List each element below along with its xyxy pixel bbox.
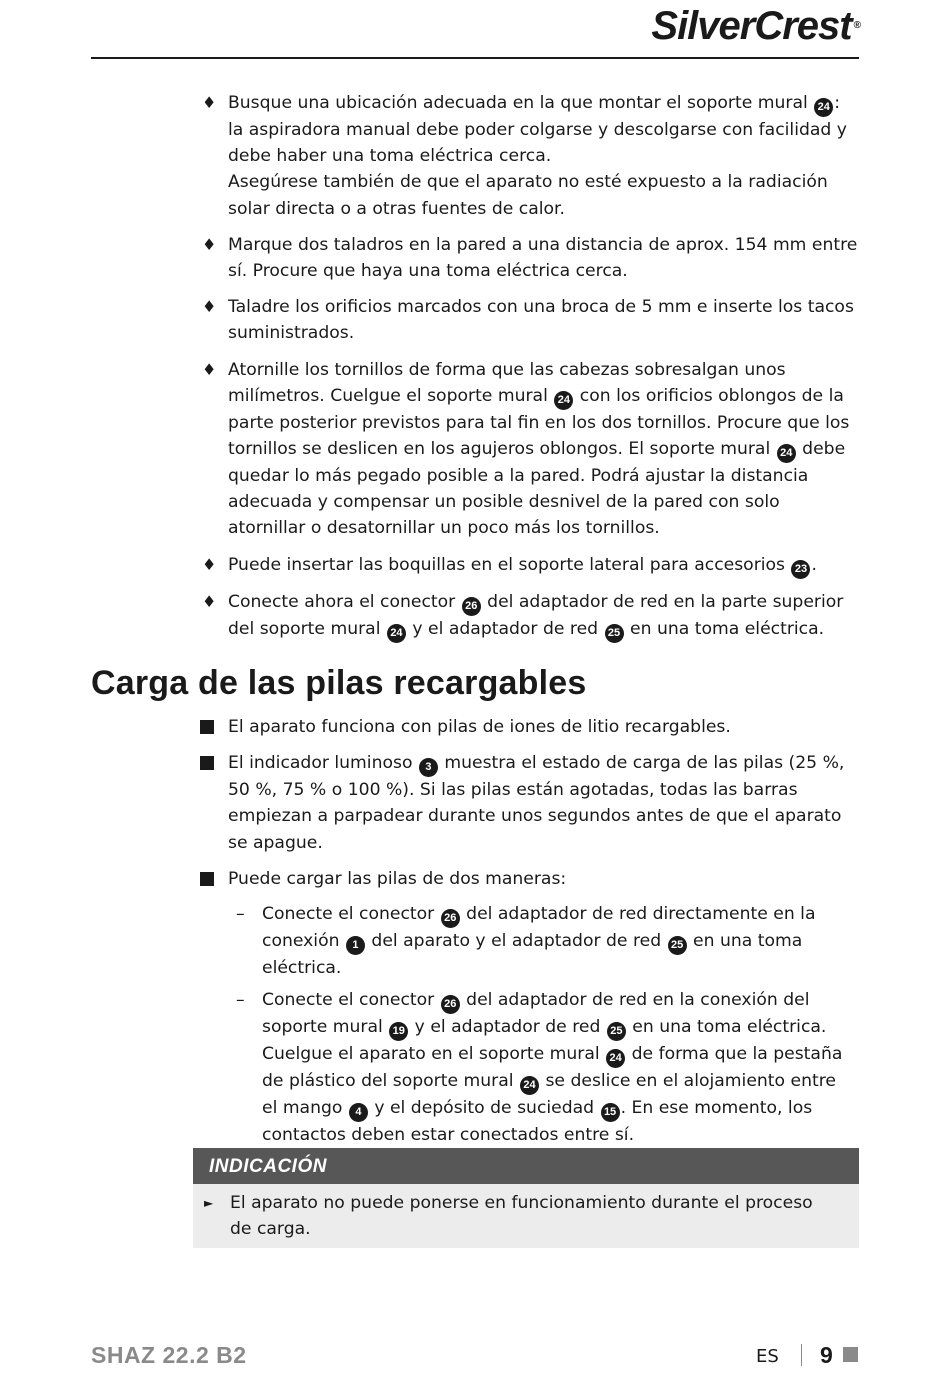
text-run: Puede insertar las boquillas en el soporte lateral para accesorios — [228, 554, 791, 575]
part-number-icon: 26 — [441, 995, 460, 1014]
diamond-bullet-icon: ♦ — [202, 359, 217, 379]
note-text: El aparato no puede ponerse en funcionamiento durante el proceso de carga. — [230, 1193, 813, 1240]
square-bullet-icon — [200, 872, 214, 886]
part-number-icon: 24 — [606, 1049, 625, 1068]
text-run: Busque una ubicación adecuada en la que montar el soporte mural — [228, 93, 814, 113]
note-box — [193, 1148, 859, 1248]
footer-separator — [801, 1344, 802, 1366]
text-run: . En ese momento, los contactos deben estar conectados entre sí. — [262, 1098, 813, 1146]
text-run: debe quedar lo más pegado posible a la pared. Podrá ajustar la distancia adecuada y compensar un posible desnivel de la pared con solo atornillar o desatornillar un poco más los tornillos. — [228, 439, 846, 539]
text-run: muestra el estado de carga de las pilas (25 %, 50 %, 75 % o 100 %). Si las pilas están agotadas, todas las barras empiezan a parpadear durante unos segundos antes de que el aparato se apague. — [228, 753, 845, 853]
charging-info-list — [200, 714, 860, 902]
text-run: de forma que la pestaña de plástico del soporte mural — [262, 1044, 843, 1092]
list-item-text — [228, 235, 857, 281]
diamond-bullet-icon: ♦ — [202, 297, 217, 317]
footer-square-icon — [843, 1347, 858, 1362]
list-item — [200, 750, 860, 856]
diamond-bullet-icon: ♦ — [202, 234, 217, 254]
list-item — [200, 90, 860, 222]
text-run: en una toma eléctrica. Cuelgue el aparato en el soporte mural — [262, 1017, 827, 1065]
text-run: del adaptador de red en la parte superior del soporte mural — [228, 591, 844, 639]
section-title: Carga de las pilas recargables — [91, 664, 587, 702]
list-item — [200, 232, 860, 284]
text-run: y el adaptador de red — [406, 618, 604, 639]
list-item-text — [262, 904, 815, 978]
text-run: la aspiradora manual debe poder colgarse y descolgarse con facilidad y debe haber una toma eléctrica cerca. — [228, 120, 847, 167]
list-item-text — [228, 753, 844, 852]
text-run: El indicador luminoso — [228, 753, 418, 774]
text-run: con los orificios oblongos de la parte posterior previstos para tal fin en los dos tornillos. Procure que los tornillos se deslicen en los agujeros oblongos. El soporte mural — [228, 385, 850, 460]
part-number-icon: 23 — [791, 560, 810, 579]
footer-language: ES — [756, 1346, 779, 1367]
text-run: en una toma eléctrica. — [262, 931, 803, 978]
text-run: del aparato y el adaptador de red — [365, 931, 667, 951]
footer-model: SHAZ 22.2 B2 — [91, 1342, 247, 1368]
text-run: : — [834, 93, 841, 113]
footer-page-number: 9 — [820, 1342, 833, 1368]
text-run: Asegúrese también de que el aparato no esté expuesto a la radiación solar directa o a otras fuentes de calor. — [228, 172, 828, 219]
list-item-text — [228, 555, 817, 575]
list-item-text — [228, 717, 731, 737]
text-run: . — [811, 554, 817, 575]
text-run: Atornille los tornillos de forma que las cabezas sobresalgan unos milímetros. Cuelgue el soporte mural — [228, 359, 786, 406]
note-title: INDICACIÓN — [193, 1148, 859, 1184]
list-item — [234, 987, 854, 1148]
list-item-text — [228, 592, 843, 639]
part-number-icon: 24 — [520, 1076, 539, 1095]
dash-bullet-icon: – — [236, 990, 245, 1011]
list-item — [200, 294, 860, 346]
header-rule — [91, 57, 859, 59]
list-item — [200, 866, 860, 892]
text-run: del adaptador de red en la conexión del soporte mural — [262, 990, 810, 1038]
list-item-text — [228, 93, 847, 219]
diamond-bullet-icon: ♦ — [202, 591, 217, 611]
part-number-icon: 25 — [607, 1022, 626, 1041]
list-item-text — [228, 297, 854, 343]
charging-methods-list — [234, 901, 854, 1154]
text-run: en una toma eléctrica. — [624, 618, 825, 639]
diamond-bullet-icon: ♦ — [202, 93, 217, 112]
list-item-text — [228, 869, 566, 889]
part-number-icon: 15 — [601, 1103, 620, 1122]
installation-steps-list — [200, 90, 860, 653]
text-run: del adaptador de red directamente en la conexión — [262, 904, 816, 951]
part-number-icon: 24 — [554, 391, 573, 410]
part-number-icon: 1 — [346, 936, 365, 955]
text-run: Conecte el conector — [262, 904, 440, 924]
brand-logo: SilverCrest ® — [651, 4, 860, 48]
note-body — [193, 1184, 859, 1248]
part-number-icon: 24 — [814, 98, 833, 117]
part-number-icon: 4 — [349, 1103, 368, 1122]
part-number-icon: 3 — [419, 758, 438, 777]
text-run: y el depósito de suciedad — [368, 1098, 600, 1119]
list-item — [200, 357, 860, 542]
dash-bullet-icon: – — [236, 904, 245, 924]
text-run: El aparato funciona con pilas de iones de litio recargables. — [228, 717, 731, 737]
text-run: se deslice en el alojamiento entre el mango — [262, 1071, 836, 1119]
text-run: Conecte el conector — [262, 990, 440, 1011]
square-bullet-icon — [200, 720, 214, 734]
part-number-icon: 24 — [387, 624, 406, 643]
square-bullet-icon — [200, 756, 214, 770]
text-run: Taladre los orificios marcados con una broca de 5 mm e inserte los tacos suministrados. — [228, 297, 854, 344]
part-number-icon: 26 — [441, 909, 460, 928]
list-item — [234, 901, 854, 981]
triangle-bullet-icon: ► — [204, 1196, 214, 1210]
part-number-icon: 19 — [389, 1022, 408, 1041]
list-item — [200, 552, 860, 579]
text-run: Conecte ahora el conector — [228, 591, 461, 612]
text-run: Puede cargar las pilas de dos maneras: — [228, 868, 567, 889]
part-number-icon: 25 — [605, 624, 624, 643]
text-run: Marque dos taladros en la pared a una distancia de aprox. 154 mm entre sí. Procure que haya una toma eléctrica cerca. — [228, 234, 858, 282]
part-number-icon: 25 — [668, 936, 687, 955]
list-item — [200, 589, 860, 643]
part-number-icon: 24 — [777, 444, 796, 463]
list-item — [200, 714, 860, 740]
part-number-icon: 26 — [462, 597, 481, 616]
diamond-bullet-icon: ♦ — [202, 554, 217, 574]
list-item-text — [262, 990, 842, 1145]
text-run: y el adaptador de red — [409, 1017, 606, 1038]
list-item-text — [228, 360, 849, 539]
